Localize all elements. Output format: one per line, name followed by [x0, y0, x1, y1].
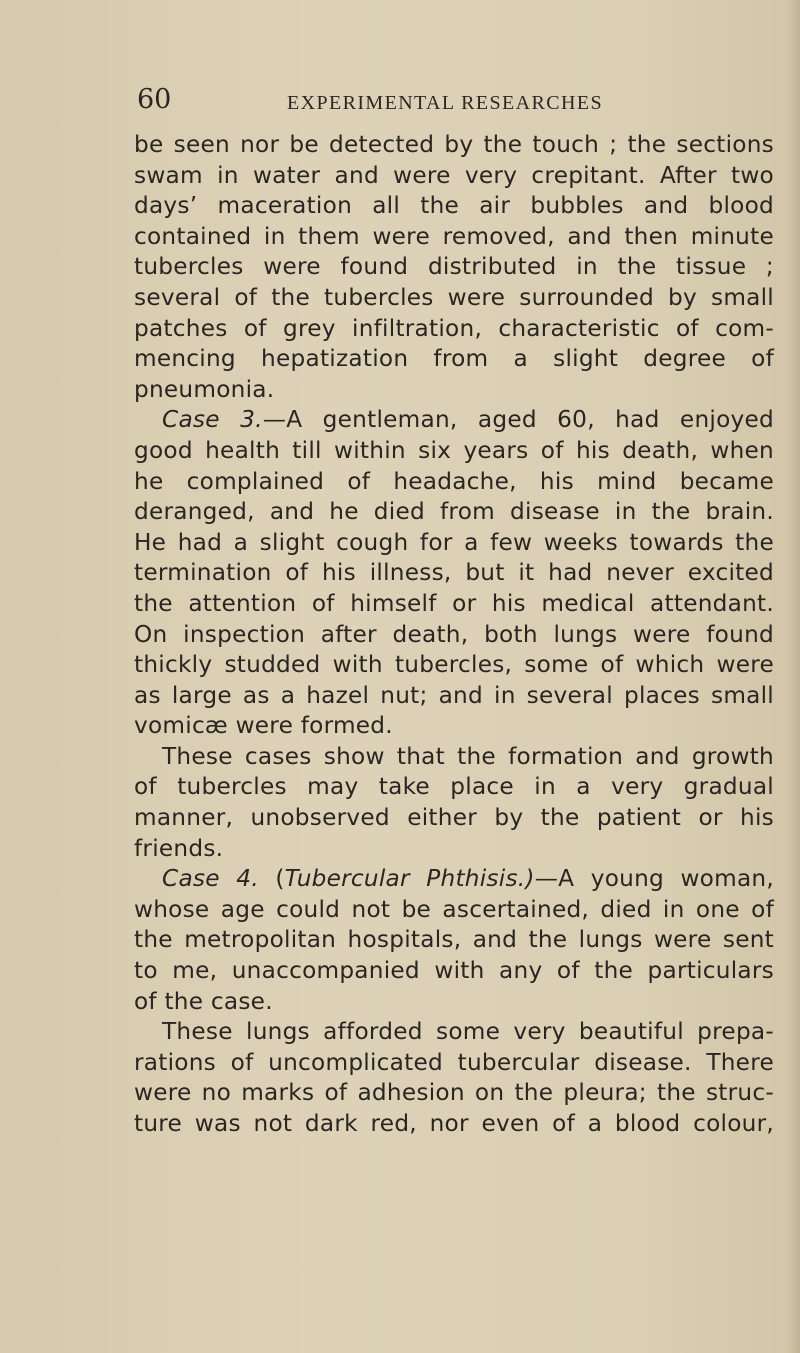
- text-line: the metropolitan hospitals, and the lungs were sent: [134, 926, 774, 954]
- text-line: good health till within six years of his death, when: [134, 436, 774, 464]
- text-line: several of the tubercles were surrounded by small: [134, 283, 774, 311]
- body-text: [134, 130, 774, 1140]
- text-line: Case 3.—A gentleman, aged 60, had enjoyed: [162, 406, 774, 434]
- text-line: thickly studded with tubercles, some of which were: [134, 651, 774, 679]
- text-line: of tubercles may take place in a very gradual: [134, 773, 774, 801]
- text-line: swam in water and were very crepitant. After two: [134, 161, 774, 189]
- text-line: days’ maceration all the air bubbles and blood: [134, 192, 774, 220]
- text-line: were no marks of adhesion on the pleura; the struc-: [134, 1079, 774, 1107]
- text-line: of the case.: [134, 987, 273, 1015]
- text-line: be seen nor be detected by the touch ; the sections: [134, 131, 774, 158]
- case-heading: Case 4.: [162, 865, 259, 893]
- text-line: tubercles were found distributed in the tissue ;: [134, 253, 774, 281]
- text-line: contained in them were removed, and then minute: [134, 222, 774, 250]
- text-line: On inspection after death, both lungs were found: [134, 620, 774, 648]
- text-line: pneumonia.: [134, 375, 275, 403]
- running-head: EXPERIMENTAL RESEARCHES: [287, 92, 603, 114]
- text-line: friends.: [134, 834, 224, 862]
- text-line: to me, unaccompanied with any of the particulars: [134, 957, 774, 985]
- case-subtitle: Tubercular Phthisis.): [284, 865, 535, 893]
- text-line: These lungs afforded some very beautiful prepa-: [162, 1018, 774, 1046]
- text-line: rations of uncomplicated tubercular disease. There: [134, 1048, 774, 1076]
- text-line: as large as a hazel nut; and in several places small: [134, 681, 774, 709]
- text-line: vomicæ were formed.: [134, 712, 393, 740]
- text-line: ture was not dark red, nor even of a blood colour,: [134, 1110, 774, 1137]
- page-edge-shadow: [786, 0, 800, 1353]
- text-line: Case 4. (Tubercular Phthisis.)—A young woman,: [162, 865, 774, 893]
- text-line: deranged, and he died from disease in the brain.: [134, 498, 774, 526]
- text-line: manner, unobserved either by the patient or his: [134, 804, 774, 832]
- text-line: the attention of himself or his medical attendant.: [134, 589, 774, 617]
- text-line: whose age could not be ascertained, died in one of: [134, 895, 774, 923]
- text-line: These cases show that the formation and growth: [162, 742, 774, 770]
- case-heading: Case 3.: [162, 406, 263, 434]
- text-line: He had a slight cough for a few weeks towards the: [134, 528, 774, 556]
- text-line: mencing hepatization from a slight degree of: [134, 345, 774, 373]
- text-line: he complained of headache, his mind became: [134, 467, 774, 495]
- text-line: patches of grey infiltration, characteristic of com-: [134, 314, 774, 342]
- text-line: termination of his illness, but it had never excited: [134, 559, 774, 587]
- page-number: 60: [137, 84, 172, 115]
